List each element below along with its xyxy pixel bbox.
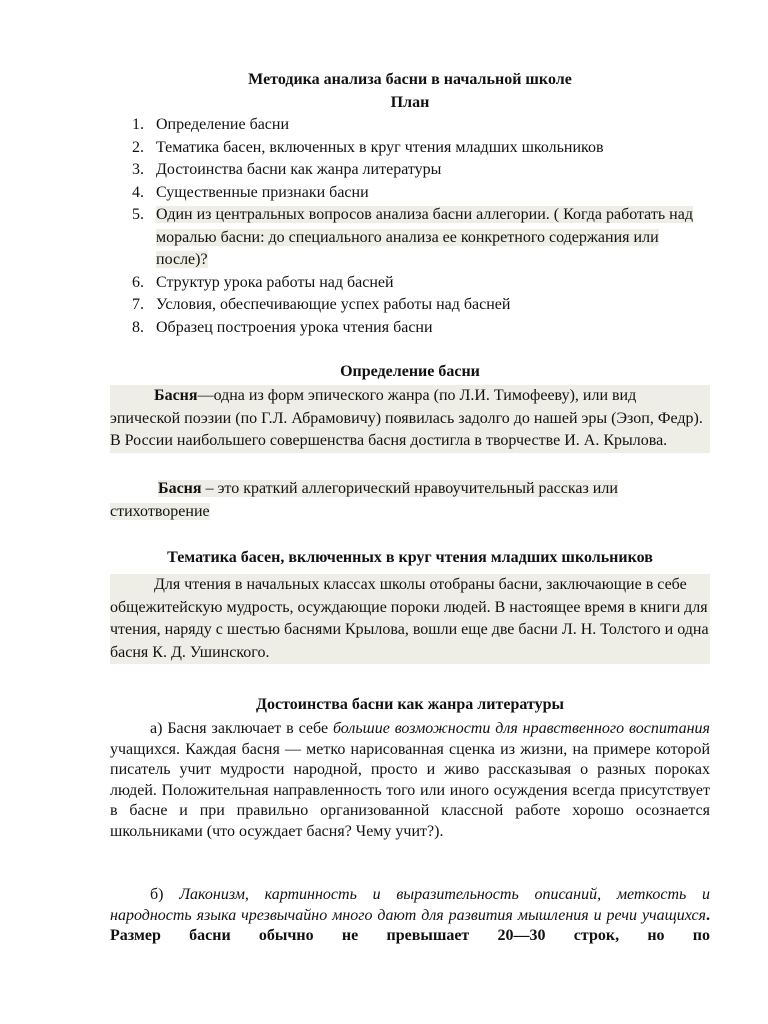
plan-item: 8. Образец построения урока чтения басни (132, 318, 433, 336)
definition-paragraph-1: Басня—одна из форм эпического жанра (по Л.И. Тимофееву), или вид эпической поэзии (по Г.Л. Абрамовичу) появилась задолго до нашей эры (Эзоп, Федр). В России наибольшего совершенства басня достигла в творчестве И. А. Крылова. (110, 385, 710, 453)
section-heading-merits: Достоинства басни как жанра литературы (256, 696, 564, 713)
title-text: Методика анализа басни в начальной школе (248, 71, 572, 88)
document-title (110, 69, 710, 114)
plan-list (110, 114, 710, 339)
themes-paragraph: Для чтения в начальных классах школы отобраны басни, заключающие в себе общежитейскую мудрость, осуждающие пороки людей. В настоящее время в книги для чтения, наряду с шестью баснями Крылова, вошли еще две басни Л. Н. Толстого и одна басня К. Д. Ушинского. (110, 574, 710, 664)
plan-heading: План (390, 93, 430, 111)
section-heading-themes: Тематика басен, включенных в круг чтения младших школьников (167, 549, 653, 566)
definition-paragraph-2: Басня – это краткий аллегорический нравоучительный рассказ или стихотворение (110, 480, 618, 520)
plan-item: 2. Тематика басен, включенных в круг чтения младших школьников (132, 138, 604, 156)
section-heading-definition: Определение басни (340, 363, 480, 380)
plan-item: 7. Условия, обеспечивающие успех работы над басней (132, 296, 511, 313)
plan-item: 1. Определение басни (132, 116, 290, 133)
merits-paragraph-b: б) Лаконизм, картинность и выразительность описаний, меткость и народность языка чрезвычайно много дают для развития мышления и речи учащихся. Размер басни обычно не превышает 20—30 строк, но по (110, 886, 711, 944)
plan-item: 3. Достоинства басни как жанра литературы (132, 161, 442, 178)
plan-item: 4. Существенные признаки басни (132, 183, 369, 201)
plan-item: 6. Структур урока работы над басней (132, 273, 394, 291)
plan-item: 5. Один из центральных вопросов анализа басни аллегории. ( Когда работать над моралью басни: до специального анализа ее конкретного содержания или после)? (132, 206, 693, 268)
merits-paragraph-a: а) Басня заключает в себе большие возможности для нравственного воспитания учащихся. Каждая басня — метко нарисованная сценка из жизни, на примере которой писатель учит мудрости народной, просто и живо рассказывая о разных пороках людей. Положительная направленность того или иного осуждения всегда присутствует в басне и при правильно организованной классной работе хорошо осознается школьниками (что осуждает басня? Чему учит?). (110, 720, 710, 840)
